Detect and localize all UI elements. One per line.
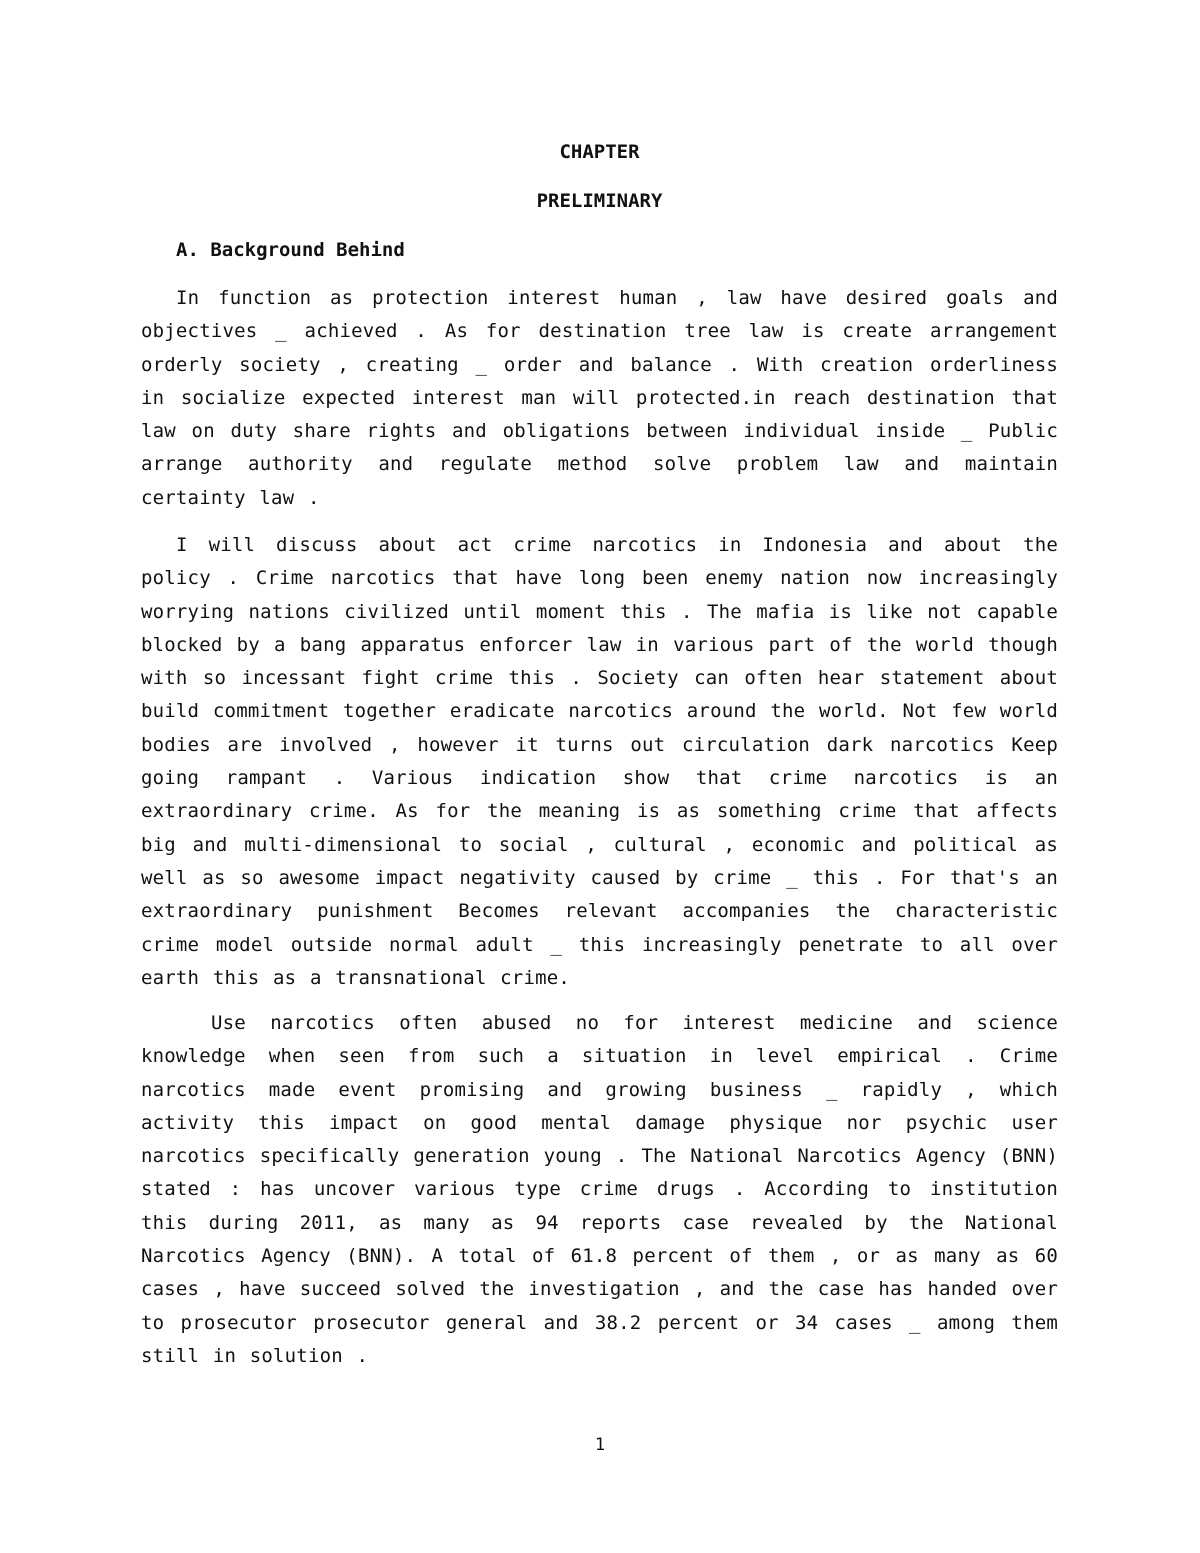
paragraph-3: Use narcotics often abused no for interest medicine and science knowledge when seen from such a situation in level empirical . Crime narcotics made event promising and growing business _ rapidly , which activity this impact on good mental damage physique nor psychic user narcotics specifically generation young . The National Narcotics Agency (BNN) stated : has uncover various type crime drugs . According to institution this during 2011, as many as 94 reports case revealed by the National Narcotics Agency (BNN). A total of 61.8 percent of them , or as many as 60 cases , have succeed solved the investigation , and the case has handed over to prosecutor prosecutor general and 38.2 percent or 34 cases _ among them still in solution . — [141, 1012, 1058, 1367]
chapter-title: CHAPTER — [559, 141, 640, 163]
chapter-subtitle: PRELIMINARY — [536, 190, 663, 212]
paragraph-1: In function as protection interest human , law have desired goals and objectives _ achieved . As for destination tree law is create arrangement orderly society , creating _ order and balance . With creation orderliness in socialize expected interest man will protected.in reach destination that law on duty share rights and obligations between individual inside _ Public arrange authority and regulate method solve problem law and maintain certainty law . — [141, 287, 1058, 509]
section-heading: A. Background Behind — [176, 239, 405, 261]
paragraph-2: I will discuss about act crime narcotics in Indonesia and about the policy . Crime narcotics that have long been enemy nation now increasingly worrying nations civilized until moment this . The mafia is like not capable blocked by a bang apparatus enforcer law in various part of the world though with so incessant fight crime this . Society can often hear statement about build commitment together eradicate narcotics around the world. Not few world bodies are involved , however it turns out circulation dark narcotics Keep going rampant . Various indication show that crime narcotics is an extraordinary crime. As for the meaning is as something crime that affects big and multi-dimensional to social , cultural , economic and political as well as so awesome impact negativity caused by crime _ this . For that's an extraordinary punishment Becomes relevant accompanies the characteristic crime model outside normal adult _ this increasingly penetrate to all over earth this as a transnational crime. — [141, 534, 1058, 989]
page-number: 1 — [594, 1435, 606, 1455]
